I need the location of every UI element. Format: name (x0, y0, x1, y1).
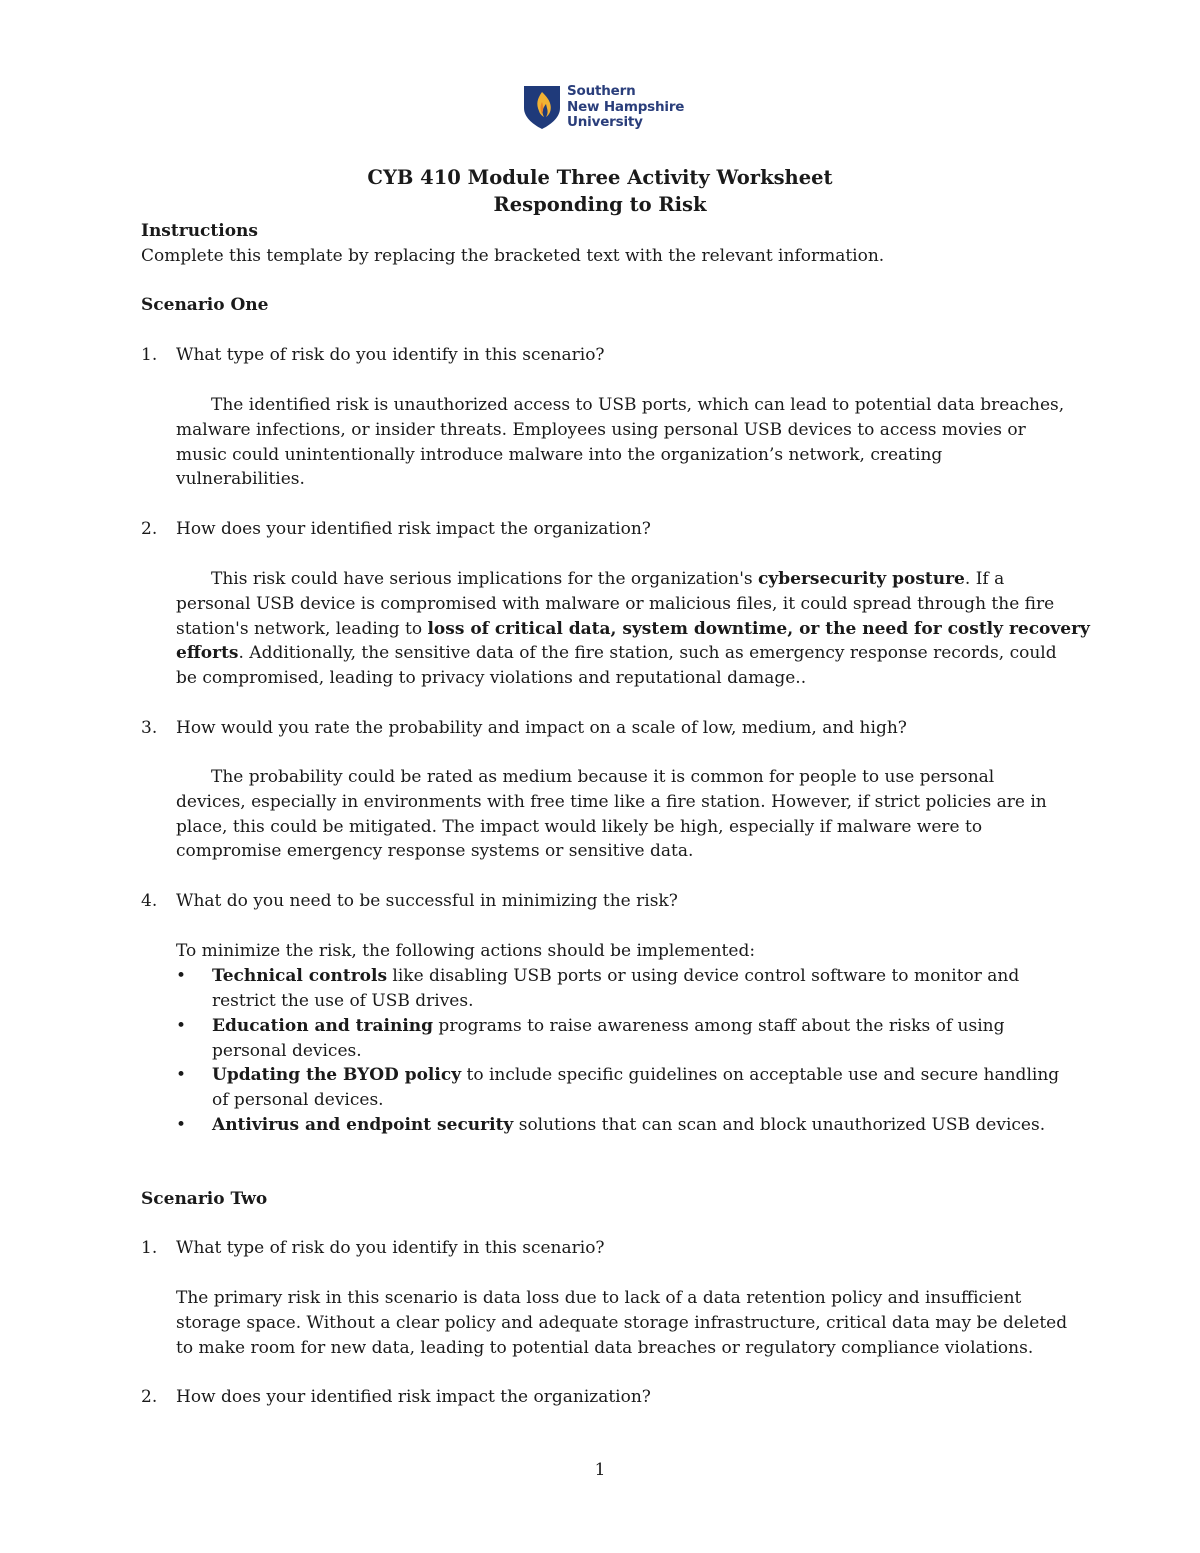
answer-line: personal USB device is compromised with malware or malicious files, it could spread through the fire (176, 593, 1055, 614)
question-text: What do you need to be successful in minimizing the risk? (176, 891, 678, 911)
question-text: How does your identified risk impact the organization? (176, 519, 651, 539)
answer-line: The probability could be rated as medium because it is common for people to use personal (211, 767, 995, 787)
list-item-text: of personal devices. (212, 1089, 384, 1110)
answer-paragraph (176, 1286, 1076, 1360)
question-number: 1. (141, 345, 158, 365)
answer-emphasis: cybersecurity posture (758, 569, 965, 589)
answer-line: compromise emergency response systems or sensitive data. (176, 841, 694, 862)
question-number: 1. (141, 1238, 158, 1258)
answer-paragraph (176, 567, 1090, 691)
answer-paragraph (176, 393, 1076, 492)
answer-line (176, 641, 1076, 666)
list-item-text: restrict the use of USB drives. (212, 990, 474, 1011)
answer-emphasis: loss of critical data, system downtime, or the need for costly recovery (427, 618, 1090, 639)
list-item (212, 1014, 1004, 1064)
list-item-text: personal devices. (212, 1040, 362, 1061)
bullet-icon: • (176, 1016, 187, 1036)
question-text: What type of risk do you identify in this scenario? (176, 1238, 605, 1258)
answer-line: vulnerabilities. (176, 469, 305, 490)
question-number: 2. (141, 1387, 158, 1407)
instructions-heading: Instructions (141, 221, 258, 241)
scenario-two-heading: Scenario Two (141, 1189, 268, 1209)
list-item-emphasis: Antivirus and endpoint security (212, 1115, 514, 1135)
instructions-text: Complete this template by replacing the bracketed text with the relevant information. (141, 246, 885, 266)
question-text: How would you rate the probability and impact on a scale of low, medium, and high? (176, 718, 907, 738)
question-text: How does your identified risk impact the organization? (176, 1387, 651, 1407)
list-item (212, 964, 1019, 1014)
answer-line (176, 617, 1090, 642)
logo-line-3: University (567, 114, 643, 130)
answer-emphasis: efforts (176, 643, 239, 664)
university-logo (522, 84, 702, 134)
scenario-one-heading: Scenario One (141, 295, 269, 315)
answer-paragraph (176, 765, 1076, 864)
answer-line: devices, especially in environments with free time like a fire station. However, if strict policies are in (176, 791, 1047, 812)
answer-fragment: This risk could have serious implications for the organization's (211, 569, 759, 589)
list-item-emphasis: Education and training (212, 1016, 434, 1036)
answer-line: storage space. Without a clear policy and adequate storage infrastructure, critical data may be deleted (176, 1312, 1068, 1333)
logo-line-1: Southern (567, 83, 636, 99)
answer-line: to make room for new data, leading to potential data breaches or regulatory compliance violations. (176, 1337, 1034, 1358)
question-number: 4. (141, 891, 158, 911)
answer-line: The primary risk in this scenario is data loss due to lack of a data retention policy and insufficient (176, 1288, 1022, 1308)
answer-line (176, 567, 1076, 592)
document-title: CYB 410 Module Three Activity Worksheet (367, 166, 833, 189)
answer-line: place, this could be mitigated. The impact would likely be high, especially if malware were to (176, 816, 983, 837)
list-item (212, 1113, 1045, 1138)
answer-fragment: . Additionally, the sensitive data of the fire station, such as emergency response records, could (238, 643, 1057, 664)
answer-intro: To minimize the risk, the following actions should be implemented: (176, 941, 756, 961)
list-item-text: programs to raise awareness among staff about the risks of using (433, 1016, 1005, 1036)
answer-line: malware infections, or insider threats. Employees using personal USB devices to access movies or (176, 419, 1026, 440)
bullet-icon: • (176, 1065, 187, 1085)
list-item-text: to include specific guidelines on acceptable use and secure handling (461, 1065, 1060, 1085)
list-item-text: like disabling USB ports or using device control software to monitor and (387, 966, 1020, 986)
logo-wordmark (567, 84, 684, 131)
question-text: What type of risk do you identify in this scenario? (176, 345, 605, 365)
answer-line: be compromised, leading to privacy violations and reputational damage.. (176, 668, 807, 689)
list-item-emphasis: Technical controls (212, 966, 388, 986)
list-item-emphasis: Updating the BYOD policy (212, 1065, 462, 1085)
bullet-icon: • (176, 1115, 187, 1135)
logo-line-2: New Hampshire (567, 98, 685, 115)
list-item (212, 1063, 1059, 1113)
list-item-text: solutions that can scan and block unauthorized USB devices. (513, 1115, 1046, 1135)
question-number: 3. (141, 718, 158, 738)
answer-line: The identified risk is unauthorized access to USB ports, which can lead to potential data breaches, (211, 395, 1065, 415)
page-number: 1 (594, 1460, 606, 1480)
answer-fragment: . If a (964, 569, 1005, 589)
answer-line: music could unintentionally introduce malware into the organization’s network, creating (176, 444, 943, 465)
answer-fragment: station's network, leading to (176, 618, 428, 639)
document-subtitle: Responding to Risk (493, 193, 707, 216)
question-number: 2. (141, 519, 158, 539)
shield-flame-icon (522, 84, 562, 130)
bullet-icon: • (176, 966, 187, 986)
